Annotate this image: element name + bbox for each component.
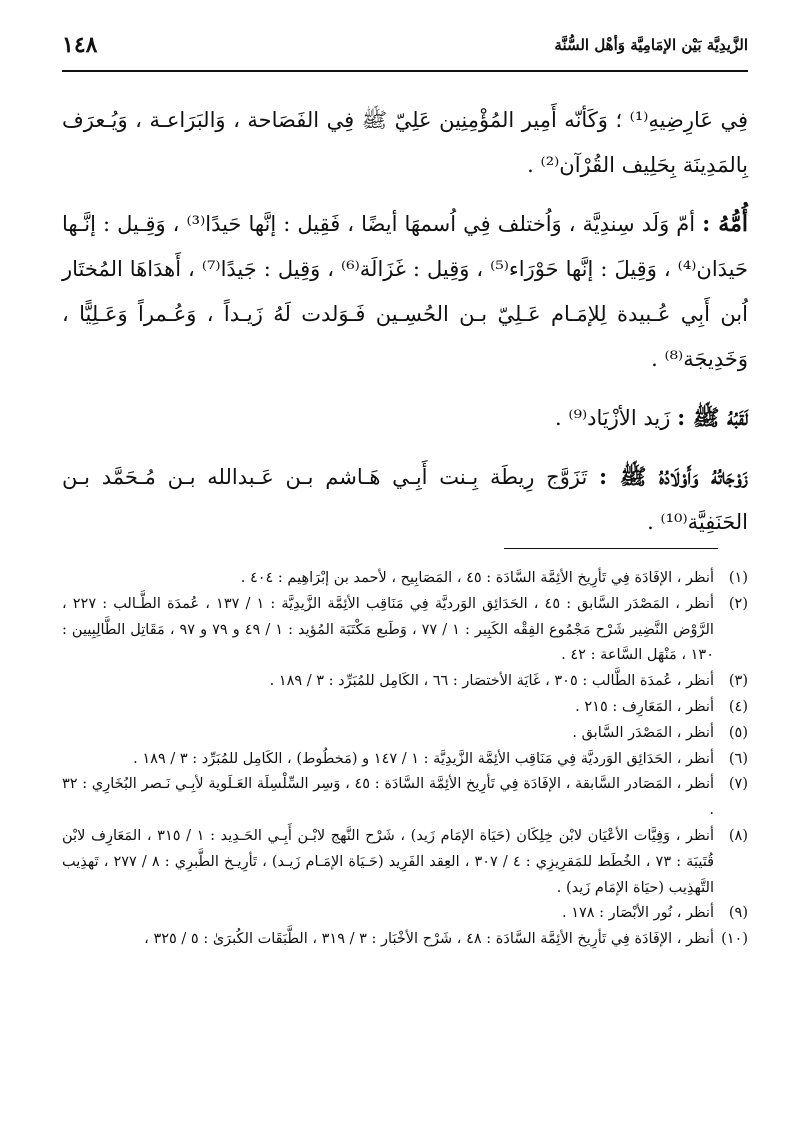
main-text (62, 98, 748, 559)
footnote-text: أنظر ، نُور الأبْصَار : ١٧٨ . (561, 905, 714, 922)
running-header (62, 30, 748, 72)
footnote-number: (٦) (728, 750, 748, 767)
footnote-text: أنظر ، المَصْدَر السَّابق . (572, 724, 714, 741)
page-number: ١٤٨ (62, 32, 98, 58)
footnote-text: أنظر ، الإفَادَة فِي تَأرِيخ الأئِمَّة السَّادَة : ٤٥ ، المَصَابِيح ، لأحمد بن إبْرَاهِيم : ٤٠٤ . (240, 570, 714, 586)
footnote (62, 721, 748, 747)
footnote (62, 695, 748, 721)
paragraph-laqab (62, 396, 748, 441)
book-title: الزَّيدِيَّة بَيْن الإمَامِيَّة وَأهْل السُّنَّة (554, 36, 748, 54)
section-label-mother: أُمُّهُ : (702, 211, 748, 237)
footnote-divider (504, 548, 718, 549)
footnote-text: أنظر ، عُمدَة الطَّالب : ٣٠٥ ، غَايَة الأختصَار : ٦٦ ، الكَامِل للمُبَرِّد : ٣ / ١٨٩ . (269, 673, 714, 690)
section-label-wives: زَوْجَاتُهُ وَأَوْلَادُهُ ﷺ : (599, 464, 748, 490)
footnote-number: (٧) (728, 776, 748, 793)
footnote-text: أنظر ، المَصَادر السَّابقة ، الإفَادَة فِي تَأرِيخ الأئِمَّة السَّادَة : ٤٥ ، وَسِر السِّلْسِلَة العَـلَوية لأبِـي نَـصر البُخَارِي : ٣٢ . (62, 776, 715, 819)
paragraph-text: تَزَوَّج رِيطَة بِـنت أَبِـي هَـاشم بـن عَـبدالله بـن مُـحَمَّد بـن الحَنَفِيَّة⁽¹⁰⁾ . (62, 465, 748, 534)
footnote-number: (٢) (728, 595, 748, 612)
footnote (62, 669, 748, 695)
footnote-text: أنظر ، الإفَادَة فِي تَأرِيخ الأئِمَّة السَّادَة : ٤٨ ، شَرْح الأخْبَار : ٣ / ٣١٩ ، الطَّبَقَات الكُبرَىٰ : ٥ / ٣٢٥ ، (144, 931, 714, 948)
footnote (62, 566, 748, 592)
footnote-number: (٣) (728, 673, 748, 690)
footnote (62, 772, 748, 824)
paragraph-wives (62, 455, 748, 545)
footnote-number: (١) (728, 570, 748, 586)
paragraph-text: أمّ وَلَد سِندِيَّة ، وَاُختلف فِي اُسمهَا أيضًا ، فَقِيل : إنَّها حَيدًا⁽³⁾ ، وَقِـيل : إنَّـها حَيدَان⁽⁴⁾ ، وَقِيلَ : إنَّها حَوْرَاء⁽⁵⁾ ، وَقِيل : غَزَالَة⁽⁶⁾ ، وَقِيل : جَيدًا⁽⁷⁾ ، أَهدَاهَا المُختَار اُبن أَبِي عُـبيدة لِلإمَـام عَـلِيّ بـن الحُسِـين فَـوَلدت لَهُ زَيـداً ، وَعُـمراً وَعَـلِيًّا ، وَخَدِيجَة⁽⁸⁾ . (62, 212, 748, 371)
footnote-text: أنظر ، وَفِيَّات الأعْيَان لابْن خِلِكَان (حَيَاة الإمَام زَيد) ، شَرْح النَّهج لابْـن أَبِـي الحَـدِيد : ١ / ٣١٥ ، المَعَارِف لابْن قُتَيبَة : ٧٣ ، الخُطَط للمَقرِيزِي : ٤ / ٣٠٧ ، العِقد الفَرِيد (حَـيَاة الإمَـام زَيـد) ، تَأرِيـخ الطَّبرِي : ٨ / ٢٧٧ ، تَهذِيب التَّهذِيب (حيَاة الإمَام زَيد) . (62, 827, 715, 896)
footnote (62, 592, 748, 669)
footnote-text: أنظر ، الحَدَائِق الوَرديَّة فِي مَنَاقِب الأئِمَّة الزَّيدِيَّة : ١ / ١٤٧ و (مَخطُوط) ، الكَامِل للمُبَرِّد : ٣ / ١٨٩ . (133, 750, 714, 767)
footnote-number: (٤) (728, 698, 748, 715)
footnote (62, 824, 748, 901)
footnote-number: (٨) (728, 827, 748, 844)
paragraph-mother (62, 202, 748, 382)
footnote (62, 901, 748, 927)
paragraph-description (62, 98, 748, 188)
footnote-number: (٩) (728, 905, 748, 922)
footnote-text: أنظر ، المَعَارِف : ٢١٥ . (575, 698, 714, 715)
paragraph-text: فِي عَارِضِيهِ⁽¹⁾ ؛ وَكَأنّه أَمِير المُؤْمِنِين عَلِيّ ﷺ فِي الفَصَاحة ، وَالبَرَاعـة ، وَيُـعرَف بِالمَدِينَة بِحَلِيف القُرْآن⁽²⁾ . (62, 108, 748, 177)
footnote (62, 927, 748, 953)
footnote-number: (١٠) (721, 931, 748, 948)
footnote-number: (٥) (728, 724, 748, 741)
section-label-laqab: لَقَبُهُ ﷺ : (677, 405, 748, 431)
footnote-text: أنظر ، المَصْدَر السَّابق : ٤٥ ، الحَدَائِق الوَرديَّة فِي مَنَاقِب الأئِمَّة الزَّيدِيَّة : ١ / ١٣٧ ، عُمدَة الطَّـالب : ٢٢٧ ، الرَّوْض النَّضِير شَرْح مَجْمُوع الفِقْه الكَبِير : ١ / ٧٧ ، وَطَبع مَكْتَبَة المُؤيد : ١ / ٤٩ و ٧٩ و ٩٧ ، مَقَاتِل الطَّالِبِيين : ١٣٠ ، مَنْهَل السَّاعة : ٤٢ . (62, 595, 715, 664)
paragraph-text: زَيد الأزْيَاد⁽⁹⁾ . (555, 406, 671, 430)
footnote (62, 747, 748, 773)
footnotes (62, 566, 748, 953)
